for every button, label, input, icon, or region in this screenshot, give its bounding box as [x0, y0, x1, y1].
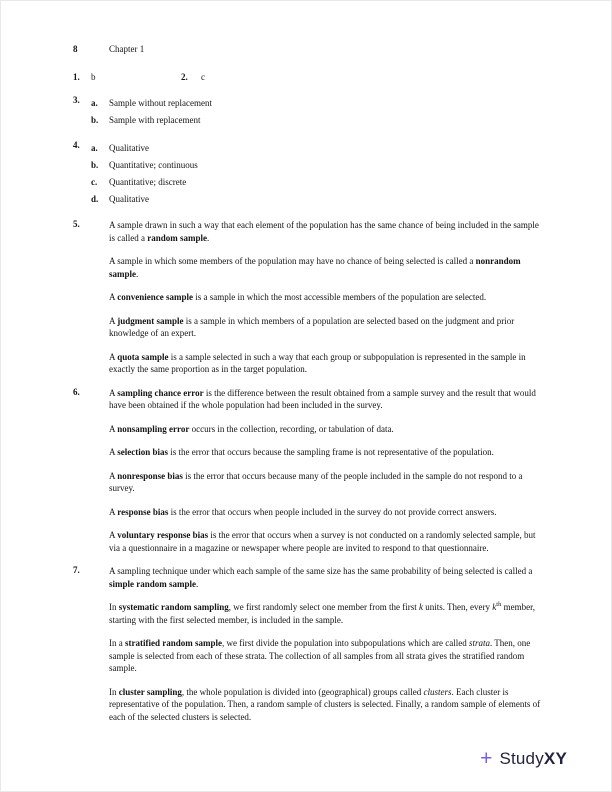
answer-item: [73, 72, 543, 84]
brand-name-study: Study: [499, 749, 544, 768]
answer-sub-text: Qualitative: [109, 194, 149, 204]
answer-number: 5.: [73, 219, 80, 229]
answer-paragraph: [109, 601, 543, 626]
answer-item: [73, 387, 543, 555]
answer-paragraph: [109, 565, 543, 590]
text-run: A: [109, 530, 118, 540]
text-run: k: [492, 602, 497, 612]
answer-sub-letter: a.: [91, 98, 98, 108]
text-run: A sample drawn in such a way that each element of the population has the same chance of being included in the sample is called a: [109, 220, 539, 243]
text-run: is a sample selected in such a way that each group or subpopulation is represented in the sample in exactly the same proportion as in the target population.: [109, 351, 526, 374]
page-number: 8: [73, 44, 78, 54]
answer-sub-text: Sample with replacement: [109, 115, 201, 125]
text-run: is the difference between the result obtained from a sample survey and the result that would have been obtained if the whole population had been included in the survey.: [109, 387, 536, 410]
text-run: th: [496, 601, 502, 608]
answer-body: [109, 219, 543, 376]
text-run: A: [109, 470, 118, 481]
key-term: systematic random sampling: [118, 602, 229, 612]
key-term: voluntary response bias: [117, 530, 209, 540]
answer-paragraph: [109, 506, 543, 519]
answer-number: 1.: [73, 72, 80, 82]
lettered-answer: [91, 112, 543, 129]
text-run: , we first randomly select one member from the first: [228, 602, 419, 612]
answer-paragraph: [109, 637, 543, 675]
text-run: is a sample in which the most accessible members of the population are selected.: [193, 292, 487, 302]
key-term: cluster sampling: [118, 686, 182, 697]
answer-paragraph: [109, 255, 543, 280]
answer-letter: c: [201, 72, 205, 82]
text-run: A sampling technique under which each sample of the same size has the same probability of being selected is called a: [109, 566, 533, 576]
key-term: stratified random sample: [125, 638, 222, 648]
brand-name-xy: XY: [543, 749, 567, 768]
answer-paragraph: [109, 315, 543, 340]
answer-number: 4.: [73, 140, 80, 150]
answer-paragraph: [109, 446, 543, 459]
text-run: A: [109, 423, 118, 434]
key-term: quota sample: [117, 351, 169, 362]
text-run: .: [136, 268, 139, 279]
text-run: , the whole population is divided into (geographical) groups called: [181, 686, 424, 697]
answer-item: [73, 219, 543, 376]
answer-body: [91, 140, 543, 208]
text-run: A: [109, 447, 118, 457]
answer-paragraph: [109, 351, 543, 376]
text-run: is the error that occurs because many of the people included in the sample do not respond to a survey.: [109, 470, 523, 493]
key-term: response bias: [117, 506, 169, 517]
key-term: judgment sample: [117, 315, 184, 326]
answer-number: 7.: [73, 565, 80, 575]
lettered-answer: [91, 191, 543, 208]
text-run: units. Then, every: [422, 602, 493, 612]
answer-sub-text: Quantitative; continuous: [109, 160, 198, 170]
text-run: is the error that occurs when people included in the survey do not provide correct answers.: [168, 506, 497, 517]
answer-number: 3.: [73, 95, 80, 105]
text-run: strata: [468, 638, 490, 648]
answer-sub-text: Quantitative; discrete: [109, 177, 187, 187]
answer-sub-letter: b.: [91, 160, 99, 170]
text-run: . Each cluster is representative of the population. Then, a random sample of clusters is selected. Finally, a random sample of elements of each of the selected clusters is selected.: [109, 686, 541, 722]
answer-paragraph: [109, 219, 543, 244]
answer-sub-text: Qualitative: [109, 143, 149, 153]
key-term: simple random sample: [109, 578, 197, 589]
answer-sub-letter: a.: [91, 143, 98, 153]
text-run: k: [418, 602, 423, 612]
text-run: is the error that occurs when a survey is not conducted on a randomly selected sample, but via a questionnaire in a magazine or newspaper where people are invited to respond to that questionnaire.: [109, 530, 536, 553]
answer-paragraph: [109, 387, 543, 412]
answer-paragraph: [109, 529, 543, 554]
plus-icon: +: [480, 747, 493, 770]
key-term: nonsampling error: [117, 423, 190, 434]
answer-letter: b: [91, 72, 96, 82]
brand-name: [499, 749, 567, 769]
key-term: random sample: [147, 232, 207, 243]
answer-item: [73, 565, 543, 723]
brand-logo: [480, 749, 567, 769]
text-run: A: [109, 292, 118, 302]
chapter-title: Chapter 1: [109, 44, 145, 54]
key-term: convenience sample: [117, 292, 194, 302]
key-term: sampling chance error: [117, 387, 204, 398]
text-run: In: [109, 686, 119, 697]
text-run: In: [109, 602, 119, 612]
lettered-answer: [91, 140, 543, 157]
text-run: is a sample in which members of a population are selected based on the judgment and prior knowledge of an expert.: [109, 315, 515, 338]
text-run: A: [109, 506, 118, 517]
key-term: selection bias: [117, 447, 169, 457]
answer-item: [73, 140, 543, 208]
answer-sub-text: Sample without replacement: [109, 98, 212, 108]
answer-item: [73, 95, 543, 129]
answers-content: [73, 72, 543, 723]
answer-body: [109, 387, 543, 555]
answer-paragraph: [109, 423, 543, 436]
answer-body: [91, 95, 543, 129]
text-run: A: [109, 315, 118, 326]
answer-sub-letter: b.: [91, 115, 99, 125]
text-run: clusters: [423, 686, 452, 697]
text-run: .: [196, 578, 199, 589]
text-run: A sample in which some members of the population may have no chance of being selected is called a: [109, 256, 476, 266]
text-run: .: [207, 232, 210, 243]
answer-sub-letter: c.: [91, 177, 98, 187]
answer-body: [109, 565, 543, 723]
text-run: A: [109, 387, 118, 398]
text-run: , we first divide the population into subpopulations which are called: [222, 638, 469, 648]
lettered-answer: [91, 174, 543, 191]
text-run: is the error that occurs because the sampling frame is not representative of the population.: [168, 447, 494, 457]
text-run: member, starting with the first selected member, is included in the sample.: [109, 602, 535, 625]
page-header: [73, 43, 543, 55]
answer-paragraph: [109, 686, 543, 724]
text-run: A: [109, 351, 118, 362]
key-term: nonresponse bias: [117, 470, 183, 481]
lettered-answer: [91, 157, 543, 174]
answer-paragraph: [109, 470, 543, 495]
text-run: occurs in the collection, recording, or tabulation of data.: [189, 423, 394, 434]
answer-number: 6.: [73, 386, 80, 397]
answer-number: 2.: [181, 72, 188, 82]
lettered-answer: [91, 95, 543, 112]
text-run: In a: [109, 638, 125, 648]
answer-paragraph: [109, 291, 543, 304]
key-term: nonrandom sample: [109, 256, 521, 279]
answer-sub-letter: d.: [91, 194, 99, 204]
text-run: . Then, one sample is selected from each of these strata. The collection of all samples from all strata gives the stratified random sample.: [109, 638, 531, 673]
